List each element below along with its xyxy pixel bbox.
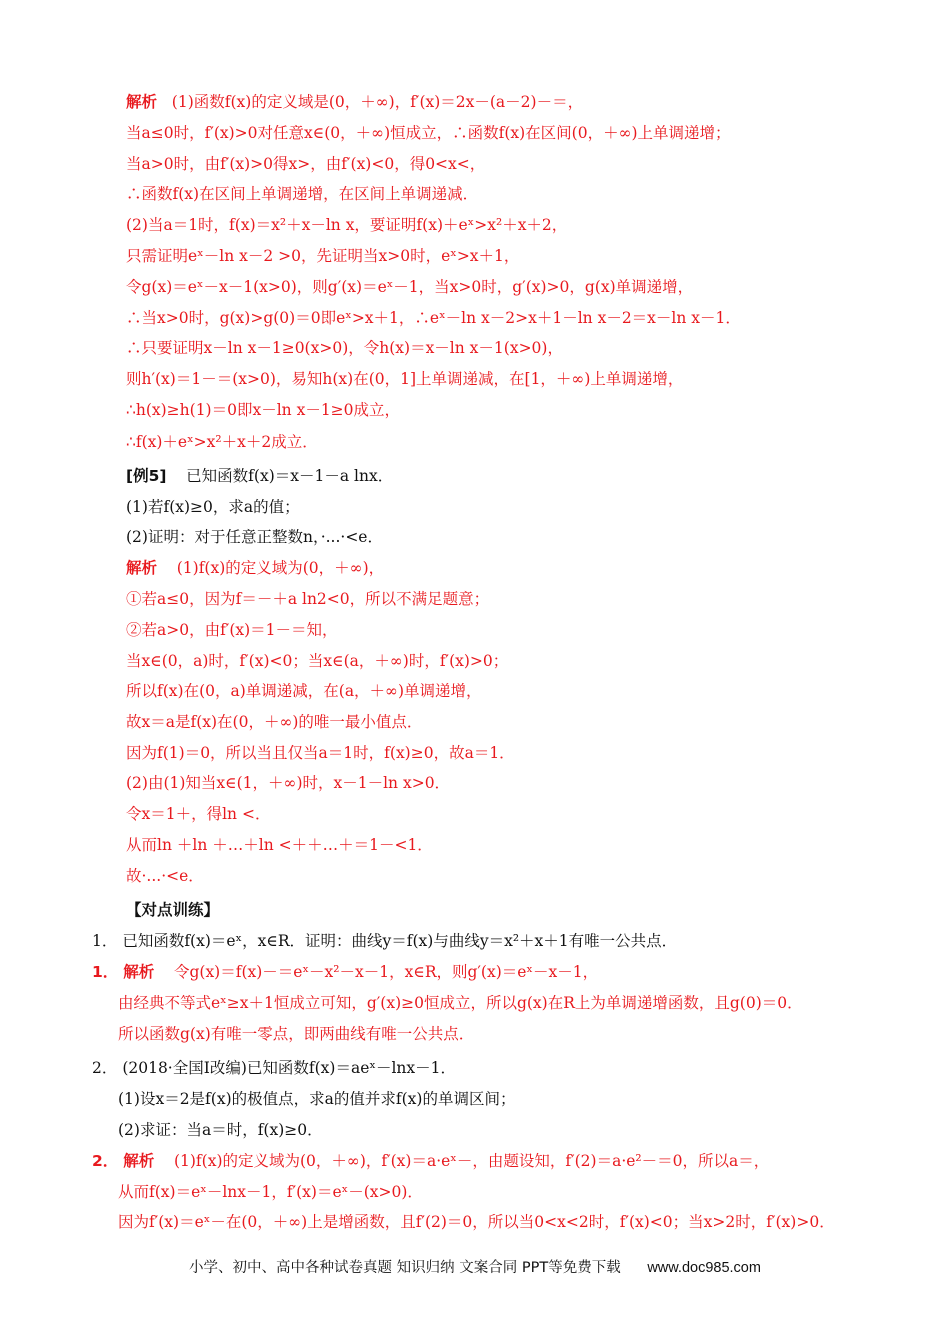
ex4-solution-line: ∴函数f(x)在区间上单调递增，在区间上单调递减． [126,185,479,203]
problem-text: 已知函数f(x)＝eˣ，x∈R．证明：曲线y＝f(x)与曲线y＝x²＋x＋1有唯一公共点． [122,932,678,950]
ex4-solution-line: 令g(x)＝eˣ－x－1(x>0)，则g′(x)＝eˣ－1，当x>0时，g′(x)>0，g(x)单调递增， [126,278,694,296]
ex4-solution-line: 当a≤0时，f′(x)>0对任意x∈(0，＋∞)恒成立，∴函数f(x)在区间(0，＋∞)上单调递增； [126,124,731,142]
ex5-solution-line: 故x＝a是f(x)在(0，＋∞)的唯一最小值点． [126,713,423,731]
ex5-solution-line: 所以f(x)在(0，a)单调递减，在(a，＋∞)单调递增， [126,682,482,700]
ex5-solution-line: 从而ln ＋ln ＋…＋ln <＋＋…＋＝1－<1． [126,836,433,854]
ex5-solution-line: 当x∈(0，a)时，f′(x)<0；当x∈(a，＋∞)时，f′(x)>0； [126,652,509,670]
example-label: [例5] [126,467,167,485]
ex5-solution-line: 因为f(1)＝0，所以当且仅当a＝1时，f(x)≥0，故a＝1． [126,744,515,762]
training-heading: 【对点训练】 [126,901,220,919]
problem-2-question-2: (2)求证：当a＝时，f(x)≥0． [118,1121,323,1139]
ex4-solution-line: ∴h(x)≥h(1)＝0即x－ln x－1≥0成立， [126,401,401,419]
problem-text: (2018·全国Ⅰ改编)已知函数f(x)＝aeˣ－lnx－1． [122,1059,457,1077]
answer-text: 令g(x)＝f(x)－＝eˣ－x²－x－1，x∈R，则g′(x)＝eˣ－x－1， [173,963,599,981]
answer-number: 1． [92,963,119,981]
ex5-solution-line: ①若a≤0，因为f＝－＋a ln2<0，所以不满足题意； [126,590,490,608]
solution-text: (1)函数f(x)的定义域是(0，＋∞)，f′(x)＝2x－(a－2)－＝， [171,93,584,111]
answer-label: 解析 [123,963,155,981]
footer-url[interactable]: www.doc985.com [647,1260,761,1276]
example-5-stem [126,466,393,486]
example-5-question-1: (1)若f(x)≥0，求a的值； [126,498,300,516]
problem-1 [92,931,677,951]
ex4-solution-line: 只需证明eˣ－ln x－2 >0，先证明当x>0时，eˣ>x＋1， [126,247,520,265]
problem-2-question-1: (1)设x＝2是f(x)的极值点，求a的值并求f(x)的单调区间； [118,1090,516,1108]
ex5-solution-line: ②若a>0，由f′(x)＝1－＝知， [126,621,338,639]
ex4-solution-line: 则h′(x)＝1－＝(x>0)，易知h(x)在(0，1]上单调递减，在[1，＋∞)上单调递增， [126,370,684,388]
answer-label: 解析 [123,1152,155,1170]
solution-label: 解析 [126,93,158,111]
problem-number: 2． [92,1059,118,1077]
answer-2-line [92,1151,769,1171]
example-text: 已知函数f(x)＝x－1－a lnx． [186,467,394,485]
answer-2-line: 因为f′(x)＝eˣ－在(0，＋∞)上是增函数，且f′(2)＝0，所以当0<x<2时，f′(x)<0；当x>2时，f′(x)>0． [118,1213,835,1231]
ex5-solution-line: 故·...·<e． [126,867,204,885]
page-footer [0,1256,950,1277]
problem-2 [92,1058,456,1078]
answer-1-line: 由经典不等式eˣ≥x＋1恒成立可知，g′(x)≥0恒成立，所以g(x)在R上为单调递增函数，且g(0)＝0． [118,994,803,1012]
ex4-solution-line: ∴f(x)＋eˣ>x²＋x＋2成立． [126,433,318,451]
solution-text: (1)f(x)的定义域为(0，＋∞)， [176,559,385,577]
answer-1-line: 所以函数g(x)有唯一零点，即两曲线有唯一公共点． [118,1025,475,1043]
ex5-solution-line [126,558,384,578]
ex4-solution-line [126,92,583,112]
ex5-solution-line: (2)由(1)知当x∈(1，＋∞)时，x－1－ln x>0． [126,774,451,792]
answer-1-line [92,962,598,982]
ex5-solution-line: 令x＝1＋，得ln <． [126,805,271,823]
example-5-question-2: (2)证明：对于任意正整数n，·...·<e． [126,528,383,546]
solution-label: 解析 [126,559,158,577]
ex4-solution-line: ∴只要证明x－ln x－1≥0(x>0)，令h(x)＝x－ln x－1(x>0)， [126,339,563,357]
ex4-solution-line: 当a>0时，由f′(x)>0得x>，由f′(x)<0，得0<x<， [126,155,486,173]
footer-text: 小学、初中、高中各种试卷真题 知识归纳 文案合同 PPT等免费下载 [189,1260,621,1276]
ex4-solution-line: (2)当a＝1时，f(x)＝x²＋x－ln x，要证明f(x)＋eˣ>x²＋x＋2， [126,216,568,234]
answer-2-line: 从而f(x)＝eˣ－lnx－1，f′(x)＝eˣ－(x>0)． [118,1183,423,1201]
answer-number: 2． [92,1152,119,1170]
ex4-solution-line: ∴当x>0时，g(x)>g(0)＝0即eˣ>x＋1，∴eˣ－ln x－2>x＋1－ln x－2＝x－ln x－1． [126,309,741,327]
problem-number: 1． [92,932,118,950]
answer-text: (1)f(x)的定义域为(0，＋∞)，f′(x)＝a·eˣ－，由题设知，f′(2)＝a·e²－＝0，所以a＝， [173,1152,770,1170]
